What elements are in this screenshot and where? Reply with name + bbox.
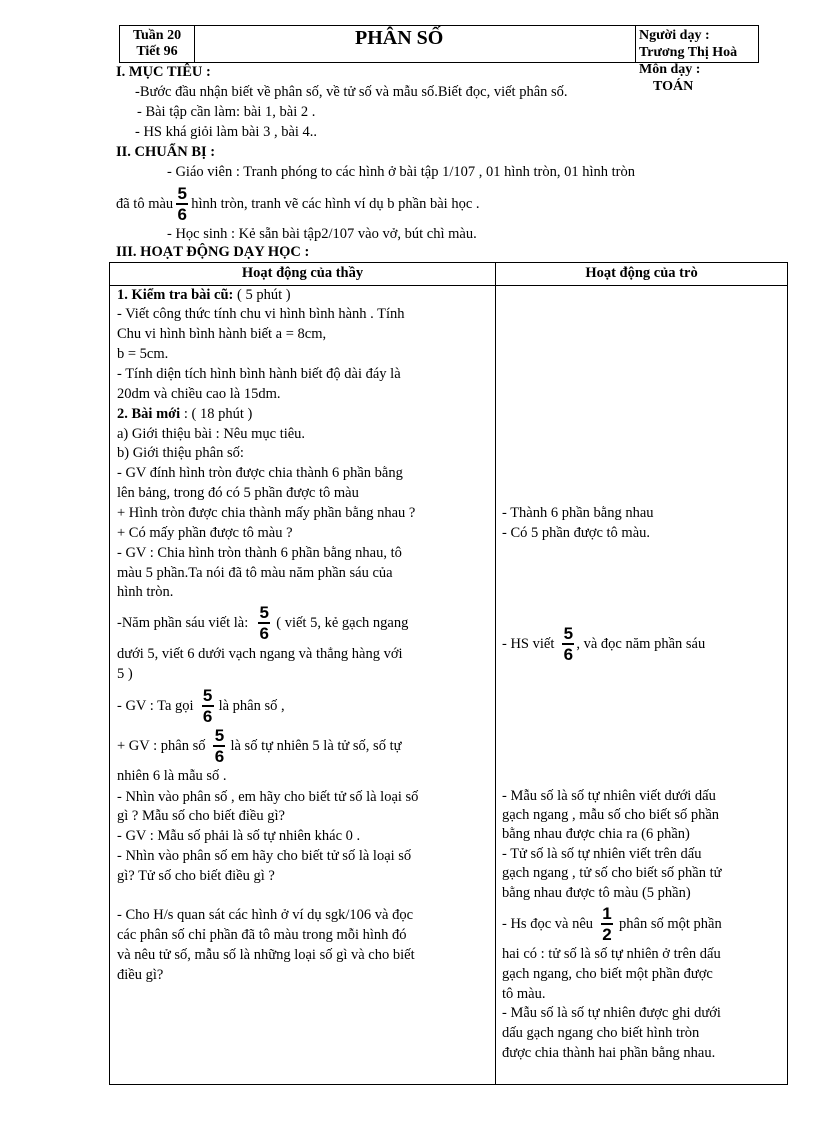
page-title: PHÂN SỐ [355, 27, 444, 49]
fraction-denominator: 2 [602, 924, 612, 944]
student-line: được chia thành hai phần bằng nhau. [502, 1045, 716, 1061]
fraction-numerator: 1 [602, 904, 612, 924]
column-header-teacher: Hoạt động của thầy [241, 265, 364, 281]
teacher-text-bold: 1. Kiểm tra bài cũ: [117, 287, 234, 303]
header-row-divider [110, 285, 787, 286]
fraction-denominator: 6 [259, 623, 269, 643]
student-text: phân số một phần [619, 915, 722, 932]
teacher-text: + GV : phân số [117, 737, 206, 754]
objectives-title: I. MỤC TIÊU : [116, 64, 211, 80]
teacher-text: là số tự nhiên 5 là tử số, số tự [230, 737, 402, 754]
fraction-numerator: 5 [214, 726, 225, 746]
teacher-line: - Nhìn vào phân số em hãy cho biết tử số là loại số [117, 848, 412, 864]
fraction-one-half [601, 905, 613, 943]
prep-student-line: - Học sinh : Kẻ sẵn bài tập2/107 vào vở, bút chì màu. [167, 226, 477, 242]
student-line: - Thành 6 phần bằng nhau [502, 505, 654, 521]
column-divider [495, 263, 496, 1084]
fraction-numerator: 5 [177, 184, 187, 204]
teacher-line: 5 ) [117, 666, 133, 682]
fraction-denominator: 6 [202, 706, 213, 726]
teacher-name: Trương Thị Hoà [639, 45, 738, 60]
teacher-text: ( viết 5, kẻ gạch ngang [276, 614, 409, 631]
column-header-student: Hoạt động của trò [585, 265, 698, 281]
teacher-line: b) Giới thiệu phân số: [117, 445, 244, 461]
fraction-five-sixths [258, 604, 270, 642]
student-line [502, 904, 722, 944]
teacher-line: b = 5cm. [117, 346, 169, 362]
fraction-five-sixths [202, 687, 214, 725]
teacher-line: nhiên 6 là mẫu số . [117, 768, 227, 784]
preparation-title: II. CHUẨN BỊ : [116, 144, 216, 160]
student-line: hai có : tử số là số tự nhiên ở trên dấu [502, 946, 721, 962]
prep-text: đã tô màu [116, 195, 174, 212]
student-line [502, 624, 705, 664]
student-line: - Mẫu số là số tự nhiên viết dưới dấu [502, 788, 716, 804]
student-line: gạch ngang, cho biết một phần được [502, 966, 713, 982]
fraction-denominator: 6 [214, 746, 225, 766]
teacher-line: - GV đính hình tròn được chia thành 6 phần bằng [117, 465, 403, 481]
teacher-text: ( 5 phút ) [233, 287, 291, 303]
header-info-cell [635, 26, 758, 94]
student-line: tô màu. [502, 986, 546, 1002]
week-label: Tuần 20 [132, 28, 182, 43]
objective-line: - Bài tập cần làm: bài 1, bài 2 . [137, 104, 316, 120]
teacher-line: + Có mấy phần được tô màu ? [117, 525, 293, 541]
teacher-label: Người dạy : [639, 28, 710, 43]
teacher-line: - Tính diện tích hình bình hành biết độ dài đáy là [117, 366, 401, 382]
activities-title: III. HOẠT ĐỘNG DẠY HỌC : [116, 244, 310, 260]
teacher-line: - GV : Mẫu số phải là số tự nhiên khác 0 . [117, 828, 361, 844]
subject-name: TOÁN [653, 79, 694, 94]
teacher-line: lên bảng, trong đó có 5 phần được tô màu [117, 485, 359, 501]
teacher-text: là phân số , [218, 697, 285, 714]
student-line: gạch ngang , tử số cho biết số phần tử [502, 865, 722, 881]
student-line: - Mẫu số là số tự nhiên được ghi dưới [502, 1005, 721, 1021]
fraction-denominator: 6 [177, 204, 187, 224]
teacher-line: 20dm và chiều cao là 15dm. [117, 386, 281, 402]
teacher-line [117, 726, 401, 766]
student-line: gạch ngang , mẫu số cho biết số phần [502, 807, 720, 823]
prep-text: hình tròn, tranh vẽ các hình ví dụ b phần bài học . [191, 195, 480, 212]
teacher-text-bold: 2. Bài mới [117, 406, 181, 422]
fraction-five-sixths [176, 185, 188, 223]
prep-teacher-line: - Giáo viên : Tranh phóng to các hình ở bài tập 1/107 , 01 hình tròn, 01 hình tròn [167, 164, 635, 180]
teacher-line: - Nhìn vào phân số , em hãy cho biết tử số là loại số [117, 789, 419, 805]
teacher-line: màu 5 phần.Ta nói đã tô màu năm phần sáu của [117, 565, 393, 581]
fraction-numerator: 5 [202, 686, 213, 706]
teacher-line: gì ? Mẫu số cho biết điều gì? [117, 808, 285, 824]
teacher-line: - Viết công thức tính chu vi hình bình hành . Tính [117, 306, 405, 322]
teacher-text: : ( 18 phút ) [180, 406, 253, 422]
teacher-line: điều gì? [117, 967, 164, 983]
teacher-line: a) Giới thiệu bài : Nêu mục tiêu. [117, 426, 306, 442]
student-line: - Có 5 phần được tô màu. [502, 525, 651, 541]
student-line: bằng nhau được tô màu (5 phần) [502, 885, 691, 901]
teacher-line [117, 686, 285, 726]
fraction-numerator: 5 [259, 603, 269, 623]
period-label: Tiết 96 [136, 44, 178, 59]
teacher-line: Chu vi hình bình hành biết a = 8cm, [117, 326, 327, 342]
teacher-line: hình tròn. [117, 584, 174, 600]
teacher-line: + Hình tròn được chia thành mấy phần bằng nhau ? [117, 505, 416, 521]
student-line: dấu gạch ngang cho biết hình tròn [502, 1025, 700, 1041]
fraction-denominator: 6 [563, 644, 574, 664]
teacher-line: các phân số chỉ phần đã tô màu trong mỗi hình đó [117, 927, 407, 943]
prep-teacher-line-2 [116, 184, 480, 224]
teacher-line [117, 603, 408, 643]
teacher-line [117, 287, 291, 304]
teacher-text: -Năm phần sáu viết là: [117, 614, 249, 631]
fraction-numerator: 5 [563, 624, 574, 644]
teacher-line: - Cho H/s quan sát các hình ở ví dụ sgk/106 và đọc [117, 907, 414, 923]
fraction-five-sixths [562, 625, 574, 663]
student-text: - Hs đọc và nêu [502, 915, 594, 932]
teacher-line: và nêu tử số, mẫu số là những loại số gì và cho biết [117, 947, 415, 963]
fraction-five-sixths [213, 727, 225, 765]
objective-line: - HS khá giỏi làm bài 3 , bài 4.. [135, 124, 318, 140]
teacher-line: dưới 5, viết 6 dưới vạch ngang và thẳng hàng với [117, 646, 403, 662]
header-week-cell [120, 26, 195, 62]
teacher-text: - GV : Ta gọi [117, 697, 194, 714]
objective-line: -Bước đầu nhận biết về phân số, về tử số và mẫu số.Biết đọc, viết phân số. [135, 84, 568, 100]
student-text: , và đọc năm phần sáu [576, 635, 706, 652]
teacher-line [117, 406, 252, 423]
header-title-cell [195, 26, 636, 62]
student-text: - HS viết [502, 635, 555, 652]
subject-label: Môn dạy : [639, 62, 701, 77]
student-line: bằng nhau được chia ra (6 phần) [502, 826, 690, 842]
teacher-line: - GV : Chia hình tròn thành 6 phần bằng nhau, tô [117, 545, 402, 561]
student-line: - Tử số là số tự nhiên viết trên dấu [502, 846, 702, 862]
teacher-line: gì? Tử số cho biết điều gì ? [117, 868, 275, 884]
